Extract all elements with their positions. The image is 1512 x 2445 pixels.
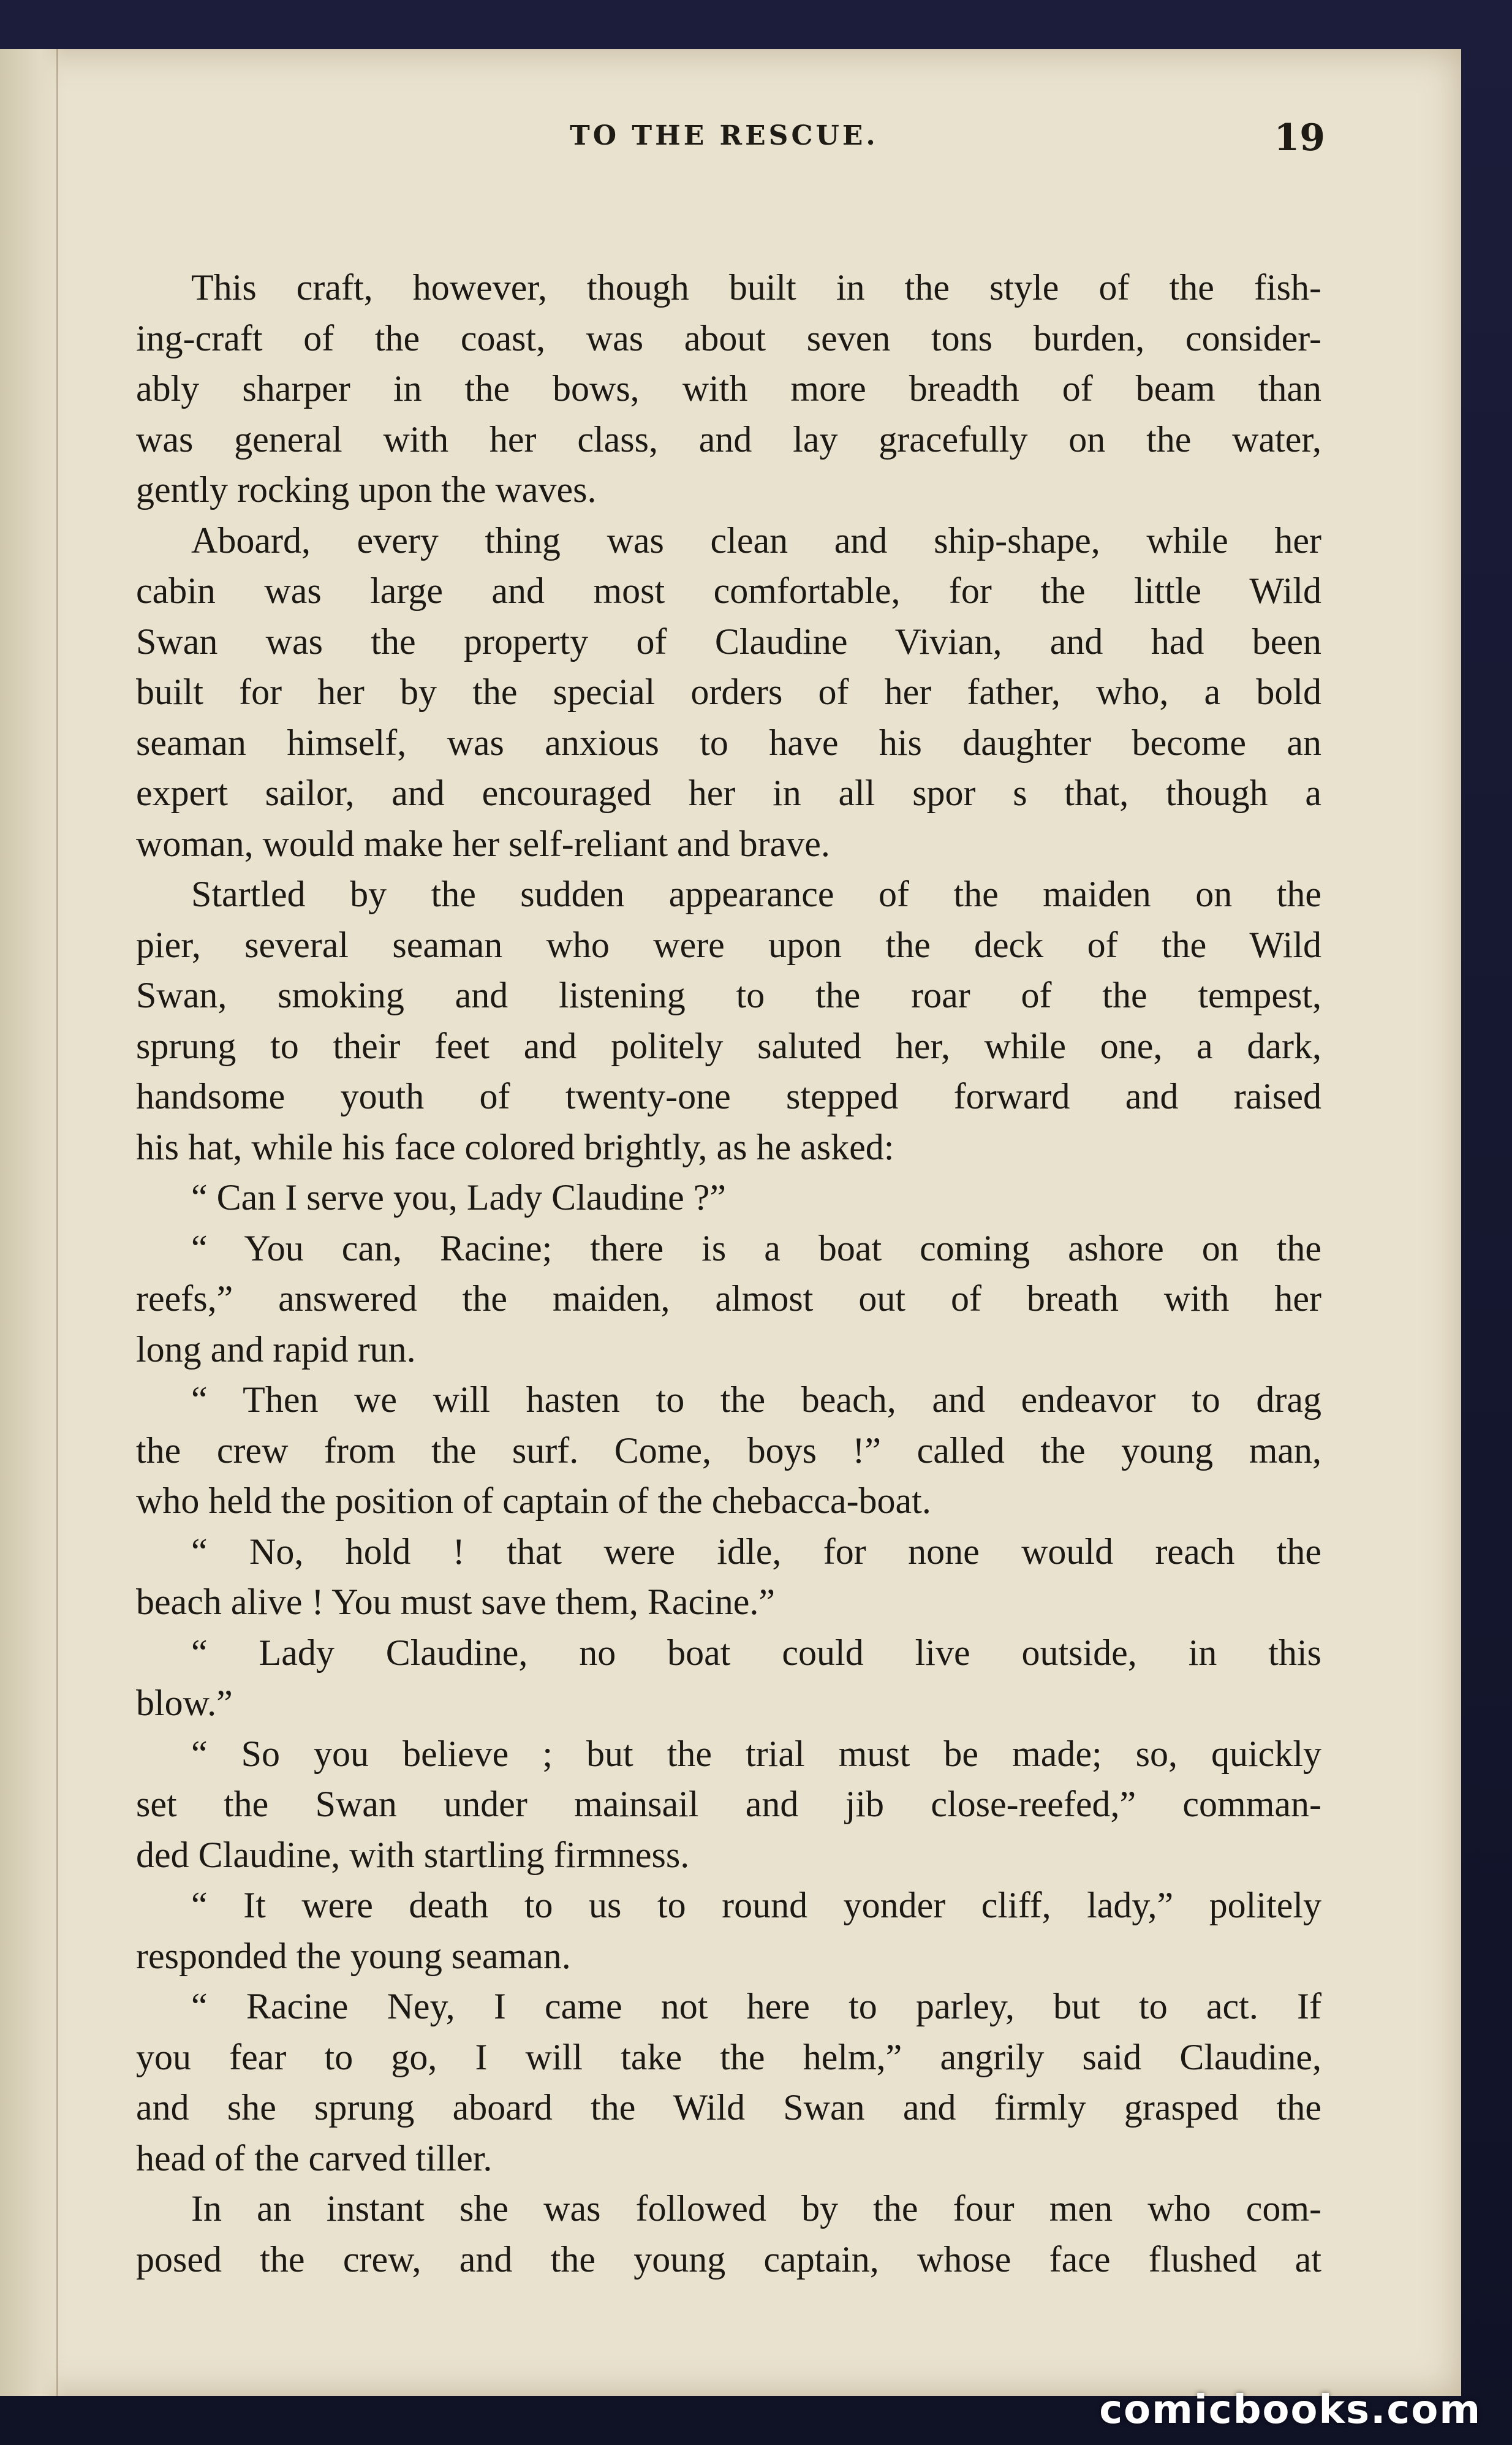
text-line: set the Swan under mainsail and jib close-reefed,” comman-	[136, 1784, 1321, 1824]
text-line: “ No, hold ! that were idle, for none would reach the	[191, 1531, 1321, 1572]
text-line: “ It were death to us to round yonder cliff, lady,” politely	[191, 1885, 1321, 1925]
text-line: Swan, smoking and listening to the roar of the tempest,	[136, 975, 1321, 1015]
site-watermark: comicbooks.com	[1099, 2387, 1481, 2433]
text-line: responded the young seaman.	[136, 1935, 571, 1976]
text-line: ing-craft of the coast, was about seven tons burden, consider-	[136, 317, 1321, 358]
text-line: and she sprung aboard the Wild Swan and firmly grasped the	[136, 2087, 1321, 2128]
text-line: “ Lady Claudine, no boat could live outside, in this	[191, 1632, 1321, 1673]
text-line: Aboard, every thing was clean and ship-shape, while her	[191, 520, 1321, 561]
text-line: In an instant she was followed by the four men who com-	[191, 2188, 1321, 2229]
text-line: ded Claudine, with startling firmness.	[136, 1834, 690, 1875]
text-line: was general with her class, and lay gracefully on the water,	[136, 419, 1321, 460]
body-text	[136, 262, 1321, 2284]
text-line: Startled by the sudden appearance of the maiden on the	[191, 874, 1321, 914]
page-number: 19	[1274, 116, 1325, 159]
text-line: the crew from the surf. Come, boys !” called the young man,	[136, 1430, 1321, 1471]
text-line: posed the crew, and the young captain, whose face flushed at	[136, 2238, 1321, 2280]
text-line: built for her by the special orders of her father, who, a bold	[136, 672, 1321, 712]
text-line: woman, would make her self-reliant and brave.	[136, 823, 830, 864]
text-line: long and rapid run.	[136, 1329, 416, 1370]
text-line: head of the carved tiller.	[136, 2137, 493, 2178]
text-line: gently rocking upon the waves.	[136, 469, 597, 510]
text-line: who held the position of captain of the chebacca-boat.	[136, 1480, 931, 1521]
text-line: “ Can I serve you, Lady Claudine ?”	[191, 1177, 727, 1218]
text-line: sprung to their feet and politely saluted her, while one, a dark,	[136, 1025, 1321, 1066]
text-line: This craft, however, though built in the style of the fish-	[191, 267, 1321, 308]
running-title: TO THE RESCUE.	[570, 120, 879, 151]
text-line: expert sailor, and encouraged her in all spor s that, though a	[136, 773, 1321, 813]
book-page	[0, 49, 1461, 2396]
text-line: ably sharper in the bows, with more breadth of beam than	[136, 368, 1321, 409]
text-line: seaman himself, was anxious to have his daughter become an	[136, 722, 1321, 763]
text-line: you fear to go, I will take the helm,” angrily said Claudine,	[136, 2036, 1321, 2077]
text-line: blow.”	[136, 1683, 233, 1723]
text-line: cabin was large and most comfortable, for the little Wild	[136, 570, 1321, 611]
text-line: “ You can, Racine; there is a boat coming ashore on the	[191, 1227, 1321, 1268]
running-header	[0, 116, 1461, 169]
text-line: pier, several seaman who were upon the deck of the Wild	[136, 924, 1321, 965]
text-line: “ Then we will hasten to the beach, and endeavor to drag	[191, 1379, 1321, 1420]
text-line: handsome youth of twenty-one stepped forward and raised	[136, 1076, 1321, 1116]
text-line: “ So you believe ; but the trial must be made; so, quickly	[191, 1733, 1321, 1774]
text-line: beach alive ! You must save them, Racine.”	[136, 1582, 776, 1622]
text-line: reefs,” answered the maiden, almost out of breath with her	[136, 1278, 1321, 1319]
text-line: “ Racine Ney, I came not here to parley, but to act. If	[191, 1986, 1321, 2026]
text-line: his hat, while his face colored brightly, as he asked:	[136, 1126, 894, 1167]
text-line: Swan was the property of Claudine Vivian, and had been	[136, 621, 1321, 662]
page-gutter-edge	[56, 49, 58, 2396]
